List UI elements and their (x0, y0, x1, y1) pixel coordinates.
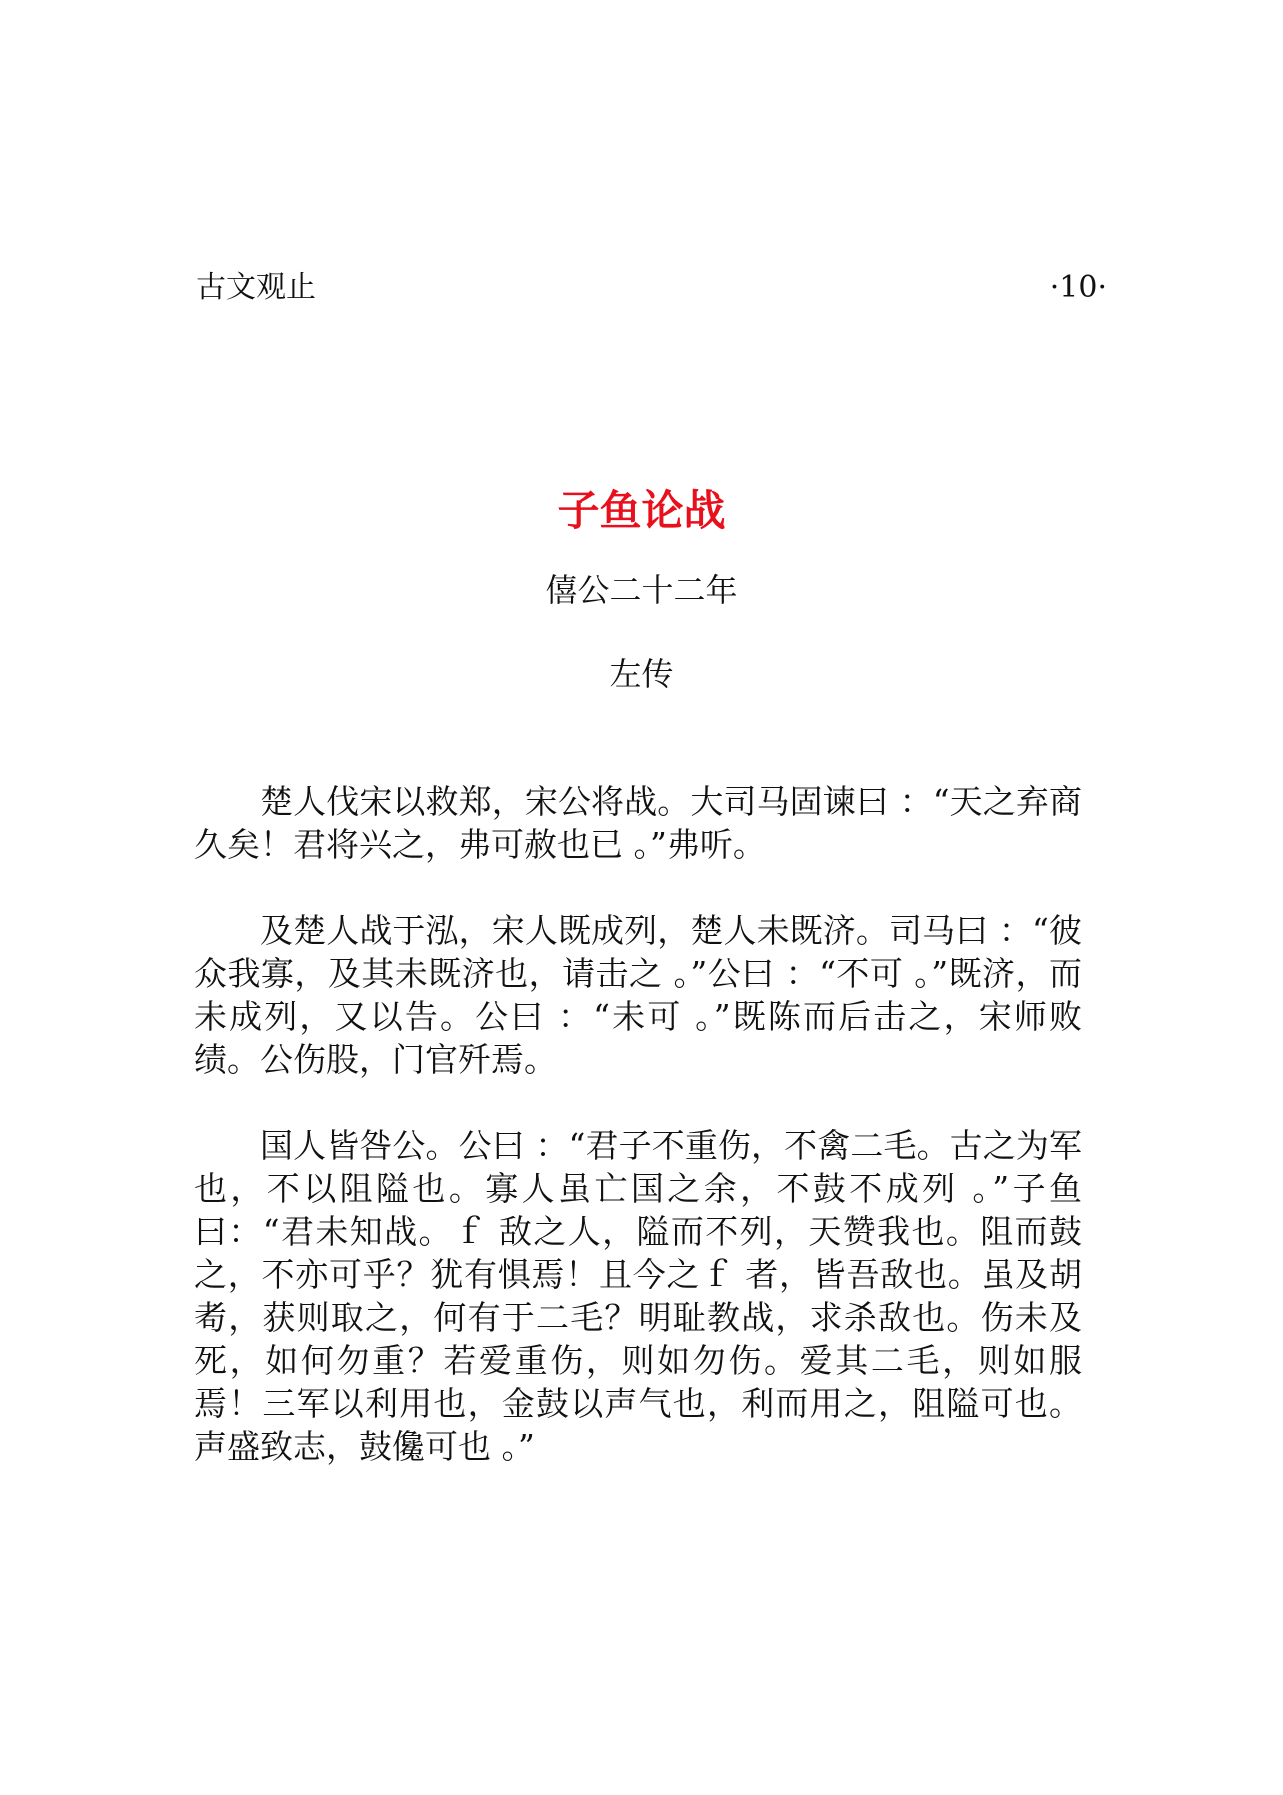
page-number: ·10· (1049, 270, 1107, 305)
book-title: 古文观止 (196, 270, 316, 305)
paragraph-3: 国人皆咎公。公曰 ：“君子不重伤，不禽二毛。古之为军也，不以阻隘也。寡人虽亡国之余，不鼓不成列 。”子鱼曰：“君未知战。ｆ 敌之人，隘而不列，天赞我也。阻而鼓之，不亦可乎？犹有惧焉！且今之ｆ 者，皆吾敌也。虽及胡耇，获则取之，何有于二毛？明耻教战，求杀敌也。伤未及死，如何勿重？若爱重伤，则如勿伤。爱其二毛，则如服焉！三军以利用也，金鼓以声气也，利而用之，阻隘可也。声盛致志，鼓儳可也 。” (194, 1126, 1082, 1466)
paragraph-1: 楚人伐宋以救郑，宋公将战。大司马固谏曰 ：“天之弃商久矣！君将兴之，弗可赦也已 。”弗听。 (194, 782, 1082, 864)
paragraph-2: 及楚人战于泓，宋人既成列，楚人未既济。司马曰 ：“彼众我寡，及其未既济也，请击之 。”公曰 ：“不可 。”既济，而未成列，又以告。公曰 ：“未可 。”既陈而后击之，宋师败绩。公伤股，门官歼焉。 (194, 911, 1082, 1079)
article-body (194, 780, 1082, 1511)
article-title: 子鱼论战 (557, 486, 726, 536)
article-author: 左传 (609, 655, 674, 693)
article-subtitle: 僖公二十二年 (545, 571, 738, 609)
